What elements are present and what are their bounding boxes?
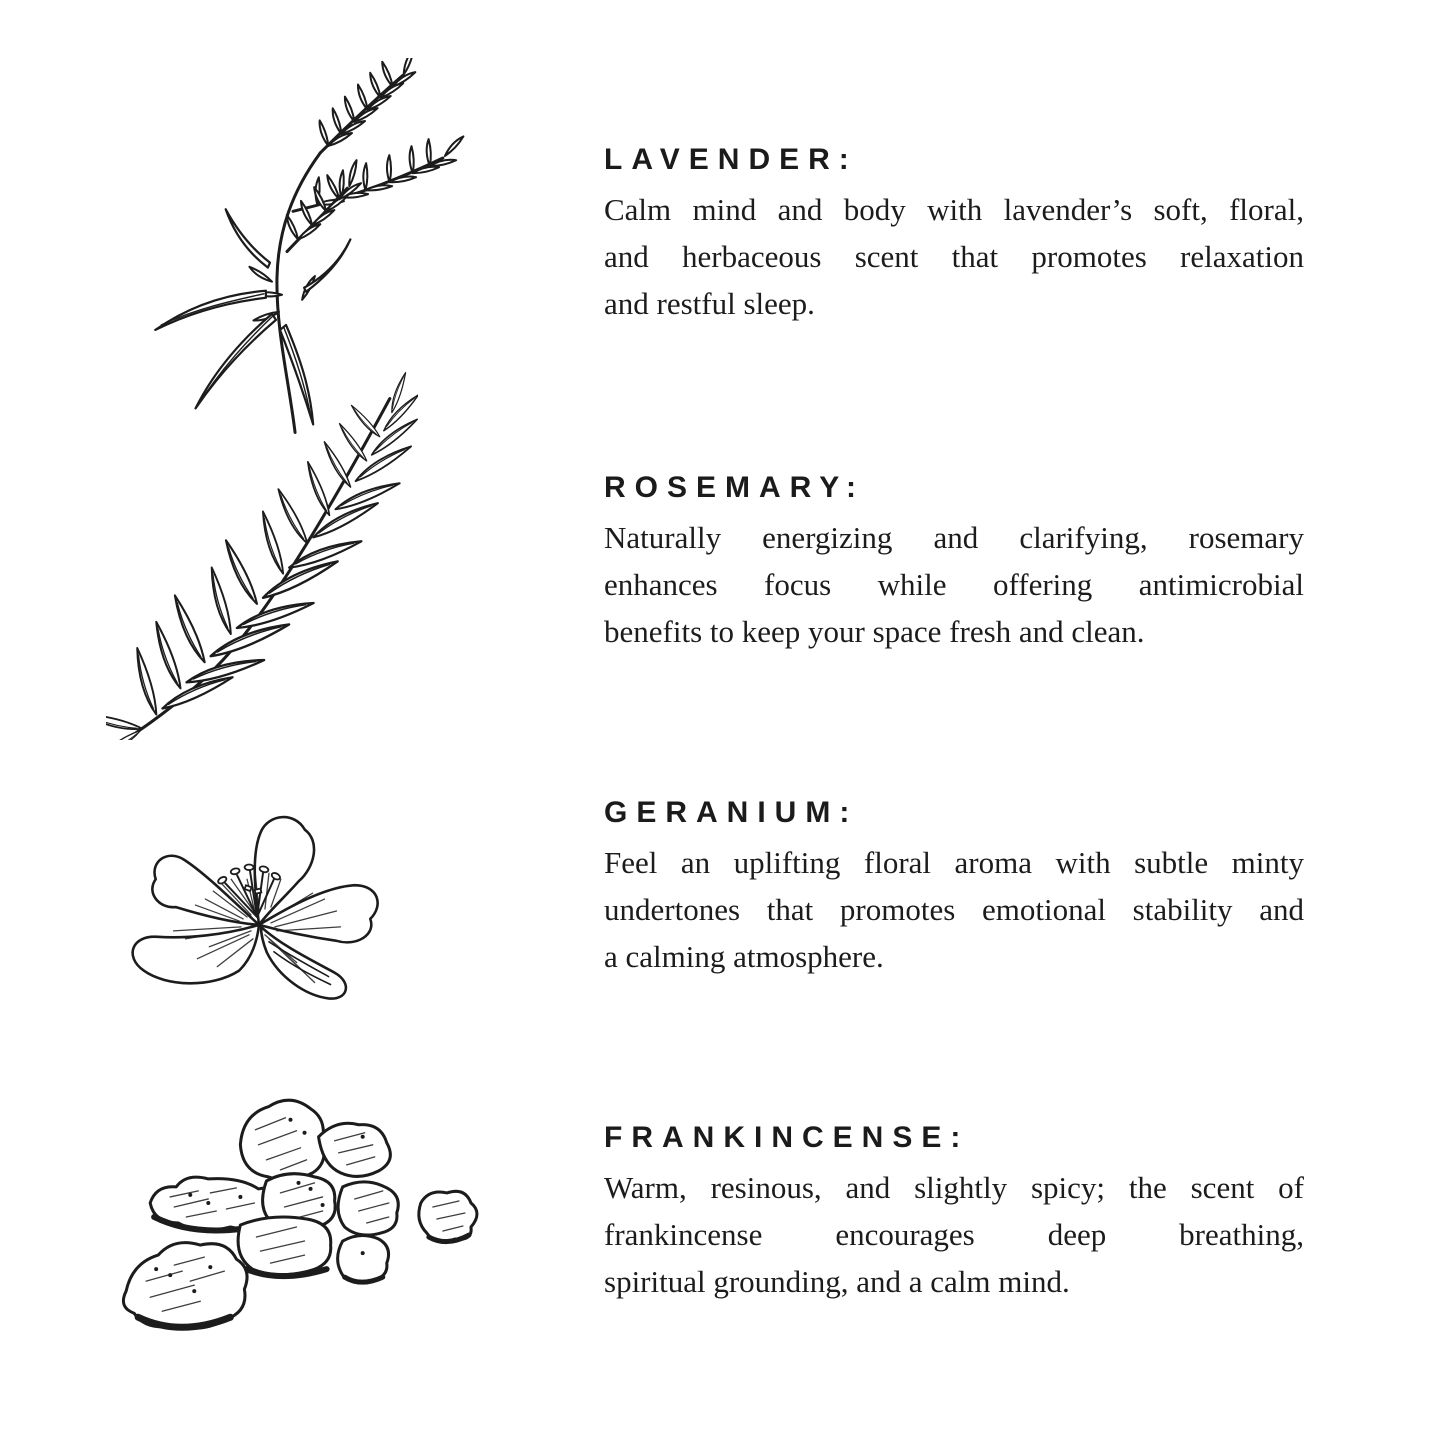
rosemary-heading: ROSEMARY: xyxy=(604,471,865,504)
frankincense-body-line: Warm, resinous, and slightly spicy; the scent of xyxy=(604,1170,1304,1205)
lavender-heading: LAVENDER: xyxy=(604,143,858,176)
rosemary-body-line: enhances focus while offering antimicrobial xyxy=(604,567,1304,602)
geranium-body-line: a calming atmosphere. xyxy=(604,939,884,974)
frankincense-heading: FRANKINCENSE: xyxy=(604,1121,970,1154)
geranium-flower-icon xyxy=(110,786,408,1038)
geranium-body-line: undertones that promotes emotional stability and xyxy=(604,892,1304,927)
lavender-body-line: Calm mind and body with lavender’s soft, floral, xyxy=(604,192,1304,227)
frankincense-resin-illustration xyxy=(90,1084,486,1358)
section-lavender xyxy=(604,143,1304,327)
rosemary-sprig-illustration xyxy=(106,362,418,740)
frankincense-resin-icon xyxy=(90,1084,486,1358)
rosemary-sprig-icon xyxy=(106,362,418,740)
frankincense-body-line: frankincense encourages deep breathing, xyxy=(604,1217,1304,1252)
frankincense-body-line: spiritual grounding, and a calm mind. xyxy=(604,1264,1070,1299)
section-rosemary xyxy=(604,471,1304,655)
lavender-body-line: and herbaceous scent that promotes relaxation xyxy=(604,239,1304,274)
lavender-body-line: and restful sleep. xyxy=(604,286,815,321)
rosemary-body-line: benefits to keep your space fresh and clean. xyxy=(604,614,1145,649)
geranium-heading: GERANIUM: xyxy=(604,796,859,829)
geranium-body-line: Feel an uplifting floral aroma with subtle minty xyxy=(604,845,1304,880)
geranium-flower-illustration xyxy=(110,786,408,1038)
section-frankincense xyxy=(604,1121,1304,1305)
rosemary-body-line: Naturally energizing and clarifying, rosemary xyxy=(604,520,1304,555)
section-geranium xyxy=(604,796,1304,980)
